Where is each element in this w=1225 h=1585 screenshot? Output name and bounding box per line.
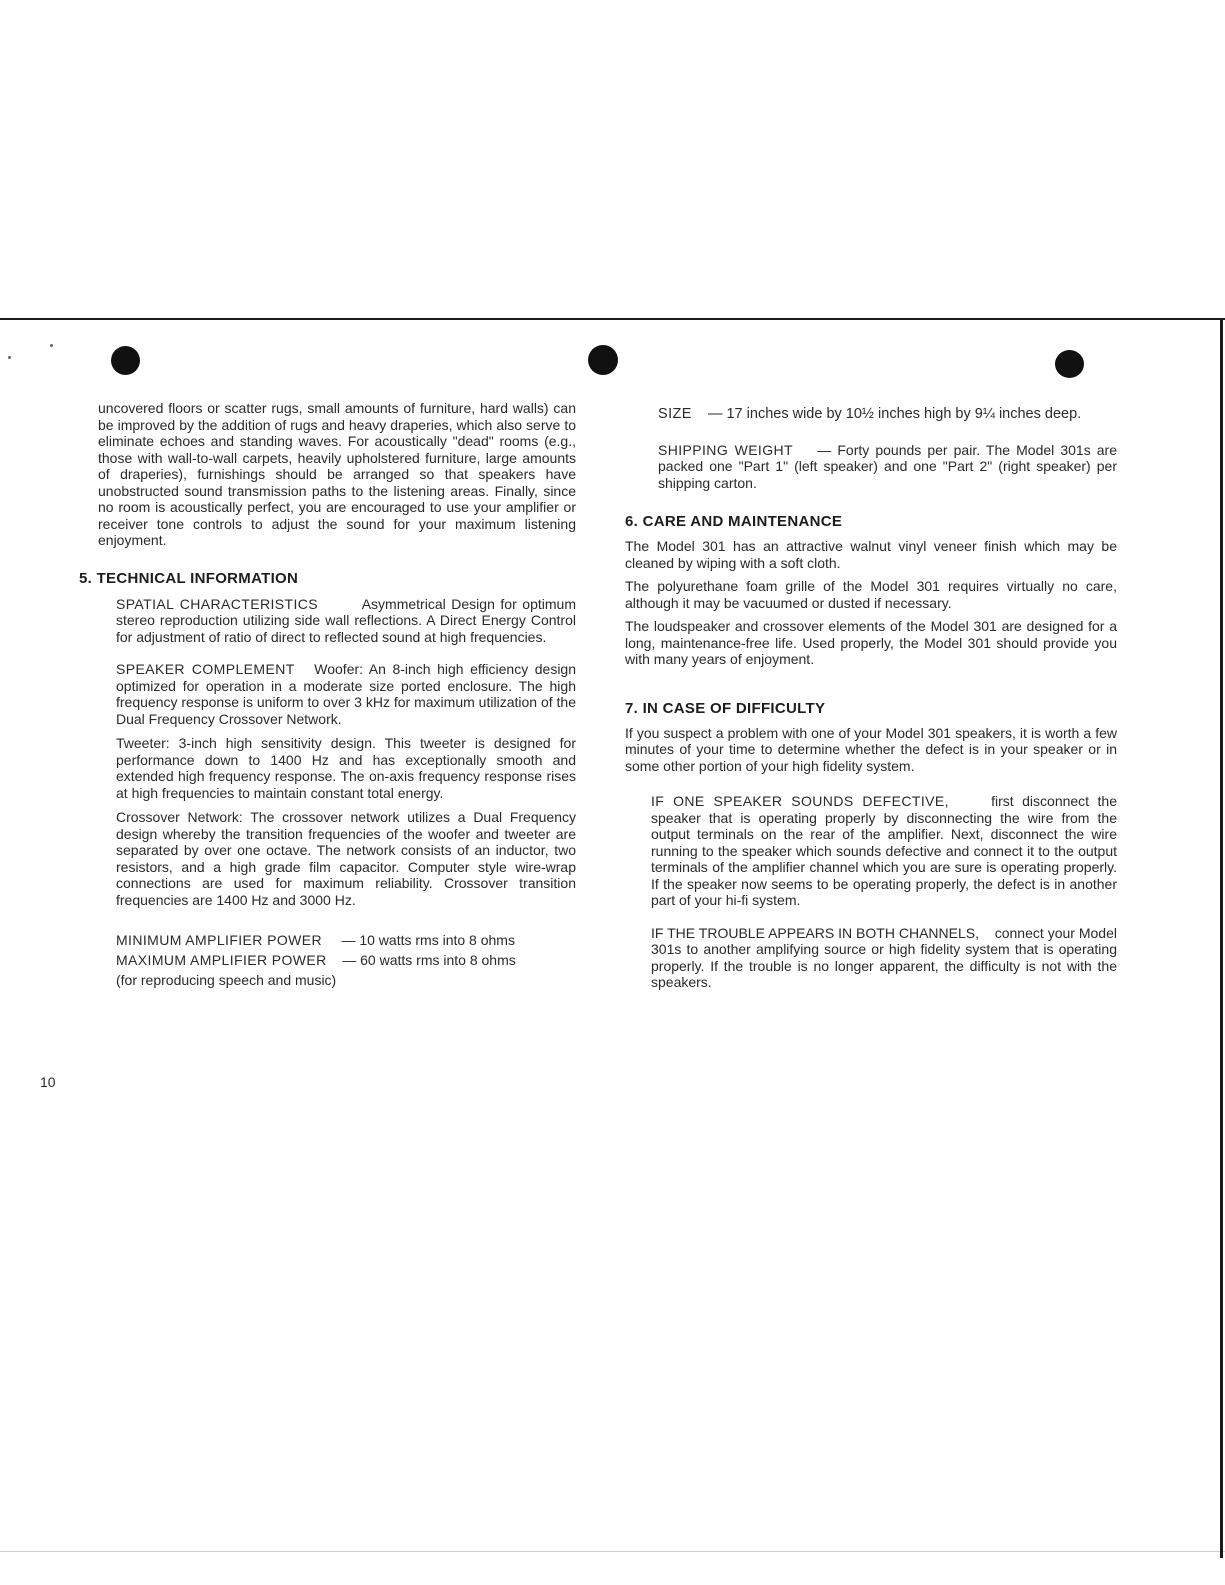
power-note: (for reproducing speech and music) — [116, 972, 337, 988]
page-number: 10 — [40, 1074, 56, 1090]
size-value: — 17 inches wide by 10½ inches high by 9¼ inches deep. — [707, 406, 1082, 422]
crossover-text: Crossover Network: The crossover network utilizes a Dual Frequency design whereby the transition frequencies of the woofer and tweeter are separated by over one octave. The network consists of an inductor, two resistors, and a high grade film capacitor. Computer style wire-wrap connections are used for maximum reliability. Crossover transition frequencies are 1400 Hz and 3000 Hz. — [116, 809, 576, 908]
spatial-label: SPATIAL CHARACTERISTICS — [116, 595, 318, 612]
max-power-value: — 60 watts rms into 8 ohms — [342, 952, 516, 968]
one-speaker-label: IF ONE SPEAKER SOUNDS DEFECTIVE, — [651, 793, 949, 809]
woofer-text: Woofer: An 8-inch high efficiency design optimized for operation in a moderate size ported enclosure. The high frequency response is uniform to over 3 kHz for maximum utilization of the Dual Frequency Crossover Network. — [116, 661, 576, 727]
care-paragraph-2: The polyurethane foam grille of the Model 301 requires virtually no care, although it may be vacuumed or dusted if necessary. — [625, 578, 1117, 611]
left-column — [79, 400, 576, 990]
spatial-characteristics — [116, 596, 576, 646]
section-5-heading: 5. TECHNICAL INFORMATION — [79, 569, 299, 587]
weight-label: SHIPPING WEIGHT — [658, 441, 793, 458]
complement-label: SPEAKER COMPLEMENT — [116, 661, 295, 677]
one-speaker-step — [651, 793, 1117, 909]
both-channels-step — [651, 925, 1117, 991]
weight-value: — Forty pounds per pair. The Model 301s are packed one "Part 1" (left speaker) and one "Part 2" (right speaker) per shipping carton. — [658, 441, 1118, 491]
care-paragraph-3: The loudspeaker and crossover elements of the Model 301 are designed for a long, maintenance-free life. Used properly, the Model 301 should provide you with many years of enjoyment. — [625, 618, 1117, 667]
shipping-weight — [658, 442, 1117, 492]
intro-paragraph: uncovered floors or scatter rugs, small amounts of furniture, hard walls) can be improved by the addition of rugs and heavy draperies, which also serve to eliminate echoes and standing waves. For acoustically "dead" rooms (e.g., those with wall-to-wall carpets, heavily upholstered furniture, large amounts of draperies), furnishings should be arranged so that speakers have unobstructed sound transmission paths to the listening areas. Finally, since no room is acoustically perfect, you are encouraged to use your amplifier or receiver tone controls to adjust the sound for your maximum listening enjoyment. — [98, 400, 576, 548]
min-power-value: — 10 watts rms into 8 ohms — [341, 932, 515, 948]
scan-border-right — [1220, 318, 1223, 1558]
section-7-heading: 7. IN CASE OF DIFFICULTY — [625, 699, 826, 717]
troubleshooting-steps — [651, 793, 1117, 991]
max-power-line — [116, 950, 576, 970]
size-line — [658, 406, 1117, 423]
scan-speck — [8, 356, 11, 359]
speaker-complement — [116, 661, 576, 727]
scan-speck — [50, 344, 53, 347]
care-paragraph-1: The Model 301 has an attractive walnut vinyl veneer finish which may be cleaned by wiping with a soft cloth. — [625, 538, 1117, 571]
binder-hole-left — [111, 346, 140, 375]
tweeter-text: Tweeter: 3-inch high sensitivity design. This tweeter is designed for performance down to 1400 Hz and has exceptionally smooth and extended high frequency response. The on-axis frequency response rises at high frequencies to maintain constant total energy. — [116, 735, 576, 801]
both-channels-label: IF THE TROUBLE APPEARS IN BOTH CHANNELS, — [651, 924, 980, 941]
binder-hole-center — [588, 345, 618, 375]
size-label: SIZE — [658, 406, 692, 422]
min-power-line — [116, 930, 576, 950]
one-speaker-text: first disconnect the speaker that is operating properly by disconnecting the wire from the output terminals on the rear of the amplifier. Next, disconnect the wire running to the speaker which sounds defective and connect it to the output terminals of the amplifier channel which you are sure is operating properly. If the speaker now seems to be operating properly, the defect is in another part of your hi-fi system. — [651, 793, 1117, 908]
scan-border-top — [0, 318, 1225, 320]
section-6-heading: 6. CARE AND MAINTENANCE — [625, 513, 843, 530]
both-channels-text: connect your Model 301s to another amplifying source or high fidelity system that is operating properly. If the trouble is no longer apparent, the difficulty is not with the speakers. — [651, 924, 1117, 990]
physical-specs — [658, 406, 1117, 491]
scan-border-bottom — [0, 1551, 1225, 1552]
binder-hole-right — [1055, 350, 1084, 378]
right-column — [625, 406, 1117, 991]
spatial-text: Asymmetrical Design for optimum stereo reproduction utilizing side wall reflections. A Direct Energy Control for adjustment of ratio of direct to reflected sound at high frequencies. — [116, 595, 576, 645]
min-power-label: MINIMUM AMPLIFIER POWER — [116, 932, 322, 948]
technical-info-body — [116, 596, 576, 991]
max-power-label: MAXIMUM AMPLIFIER POWER — [116, 952, 327, 968]
difficulty-intro: If you suspect a problem with one of your Model 301 speakers, it is worth a few minutes of your time to determine whether the defect is in your speaker or in some other portion of your high fidelity system. — [625, 724, 1117, 774]
